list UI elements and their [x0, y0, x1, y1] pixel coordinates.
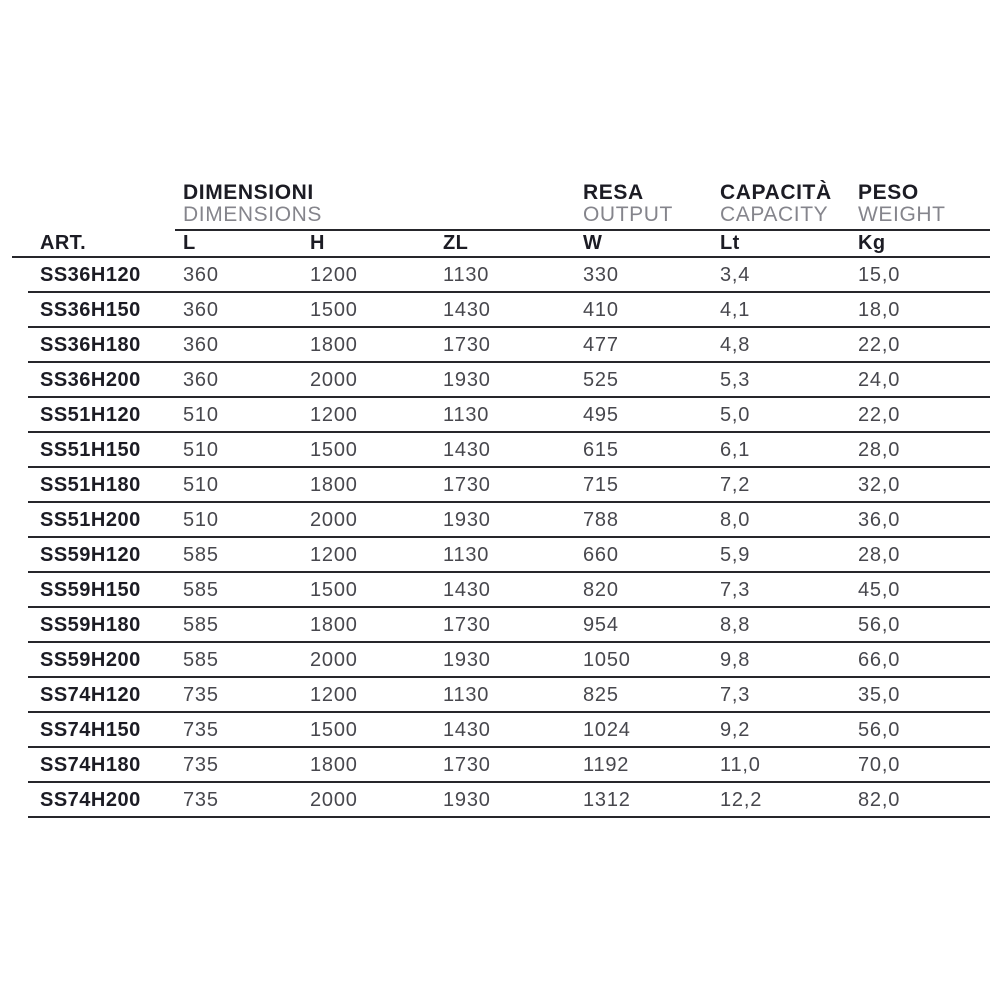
table-row: [12, 433, 990, 468]
value-cell: 510: [183, 474, 219, 496]
value-cell: 1800: [310, 754, 358, 776]
art-cell: SS74H200: [40, 789, 141, 811]
value-cell: 477: [583, 334, 619, 356]
art-cell: SS74H150: [40, 719, 141, 741]
art-cell: SS36H120: [40, 264, 141, 286]
value-cell: 9,8: [720, 649, 751, 671]
table-row: [12, 783, 990, 818]
value-cell: 1800: [310, 614, 358, 636]
value-cell: 1500: [310, 579, 358, 601]
art-cell: SS74H120: [40, 684, 141, 706]
group-header-dimensions: [183, 182, 583, 225]
value-cell: 585: [183, 614, 219, 636]
art-cell: SS74H180: [40, 754, 141, 776]
art-cell: SS59H120: [40, 544, 141, 566]
table-row: [12, 713, 990, 748]
value-cell: 8,8: [720, 614, 751, 636]
value-cell: 56,0: [858, 614, 901, 636]
value-cell: 510: [183, 439, 219, 461]
table-row: [12, 678, 990, 713]
group-header-output-primary: RESA: [583, 181, 644, 205]
value-cell: 1430: [443, 719, 491, 741]
value-cell: 3,4: [720, 264, 751, 286]
value-cell: 7,3: [720, 684, 751, 706]
value-cell: 1312: [583, 789, 631, 811]
value-cell: 735: [183, 684, 219, 706]
value-cell: 510: [183, 509, 219, 531]
value-cell: 7,3: [720, 579, 751, 601]
column-header-art: ART.: [40, 232, 87, 254]
value-cell: 585: [183, 579, 219, 601]
value-cell: 1200: [310, 404, 358, 426]
group-header-dimensions-primary: DIMENSIONI: [183, 181, 314, 205]
art-cell: SS51H200: [40, 509, 141, 531]
value-cell: 5,3: [720, 369, 751, 391]
group-header-weight-secondary: WEIGHT: [858, 202, 946, 226]
value-cell: 1730: [443, 334, 491, 356]
art-cell: SS51H150: [40, 439, 141, 461]
table-column-header-row: [12, 231, 990, 258]
value-cell: 585: [183, 649, 219, 671]
table-group-header-row: [12, 177, 990, 229]
column-header-zl: ZL: [443, 232, 469, 254]
table-row: [12, 538, 990, 573]
value-cell: 1050: [583, 649, 631, 671]
value-cell: 585: [183, 544, 219, 566]
group-header-weight: [858, 182, 990, 225]
value-cell: 715: [583, 474, 619, 496]
table-row: [12, 643, 990, 678]
art-cell: SS36H200: [40, 369, 141, 391]
value-cell: 360: [183, 264, 219, 286]
value-cell: 1192: [583, 754, 630, 776]
value-cell: 22,0: [858, 404, 901, 426]
column-header-lt: Lt: [720, 232, 740, 254]
value-cell: 2000: [310, 369, 358, 391]
group-header-dimensions-secondary: DIMENSIONS: [183, 202, 323, 226]
value-cell: 18,0: [858, 299, 901, 321]
group-header-output: [583, 182, 720, 225]
art-cell: SS36H180: [40, 334, 141, 356]
value-cell: 510: [183, 404, 219, 426]
value-cell: 70,0: [858, 754, 901, 776]
value-cell: 954: [583, 614, 619, 636]
value-cell: 495: [583, 404, 619, 426]
group-header-capacity: [720, 182, 858, 225]
value-cell: 1130: [443, 544, 490, 566]
value-cell: 735: [183, 719, 219, 741]
value-cell: 11,0: [720, 754, 761, 776]
table-row: [12, 573, 990, 608]
value-cell: 2000: [310, 789, 358, 811]
column-header-l: L: [183, 232, 196, 254]
value-cell: 24,0: [858, 369, 901, 391]
group-header-capacity-secondary: CAPACITY: [720, 202, 829, 226]
table-row: [12, 258, 990, 293]
value-cell: 360: [183, 369, 219, 391]
value-cell: 735: [183, 789, 219, 811]
value-cell: 1930: [443, 509, 491, 531]
value-cell: 1730: [443, 754, 491, 776]
value-cell: 1800: [310, 334, 358, 356]
value-cell: 1024: [583, 719, 631, 741]
group-header-weight-primary: PESO: [858, 181, 919, 205]
table-row: [12, 398, 990, 433]
value-cell: 525: [583, 369, 619, 391]
art-cell: SS51H180: [40, 474, 141, 496]
art-cell: SS59H180: [40, 614, 141, 636]
table-row: [12, 363, 990, 398]
value-cell: 788: [583, 509, 619, 531]
value-cell: 28,0: [858, 544, 901, 566]
value-cell: 1200: [310, 544, 358, 566]
group-header-output-secondary: OUTPUT: [583, 202, 673, 226]
value-cell: 1930: [443, 789, 491, 811]
art-cell: SS36H150: [40, 299, 141, 321]
value-cell: 410: [583, 299, 619, 321]
value-cell: 1430: [443, 579, 491, 601]
value-cell: 1200: [310, 264, 358, 286]
value-cell: 66,0: [858, 649, 901, 671]
value-cell: 4,1: [720, 299, 751, 321]
value-cell: 1730: [443, 614, 491, 636]
value-cell: 615: [583, 439, 619, 461]
value-cell: 1200: [310, 684, 358, 706]
table-row: [12, 328, 990, 363]
value-cell: 1500: [310, 439, 358, 461]
value-cell: 7,2: [720, 474, 751, 496]
value-cell: 45,0: [858, 579, 901, 601]
value-cell: 6,1: [720, 439, 751, 461]
value-cell: 5,0: [720, 404, 751, 426]
value-cell: 22,0: [858, 334, 901, 356]
value-cell: 1930: [443, 369, 491, 391]
value-cell: 1930: [443, 649, 491, 671]
table-row: [12, 293, 990, 328]
table-body: [12, 258, 990, 818]
value-cell: 360: [183, 299, 219, 321]
value-cell: 8,0: [720, 509, 751, 531]
value-cell: 330: [583, 264, 619, 286]
value-cell: 1130: [443, 684, 490, 706]
art-cell: SS59H150: [40, 579, 141, 601]
value-cell: 820: [583, 579, 619, 601]
table-row: [12, 608, 990, 643]
column-header-w: W: [583, 232, 603, 254]
table-row: [12, 468, 990, 503]
spec-table: [12, 177, 990, 818]
column-header-kg: Kg: [858, 232, 886, 254]
table-row: [12, 748, 990, 783]
value-cell: 35,0: [858, 684, 901, 706]
value-cell: 660: [583, 544, 619, 566]
value-cell: 15,0: [858, 264, 901, 286]
table-row: [12, 503, 990, 538]
value-cell: 82,0: [858, 789, 901, 811]
value-cell: 1500: [310, 299, 358, 321]
value-cell: 1730: [443, 474, 491, 496]
value-cell: 360: [183, 334, 219, 356]
value-cell: 1430: [443, 299, 491, 321]
value-cell: 1130: [443, 404, 490, 426]
value-cell: 825: [583, 684, 619, 706]
value-cell: 2000: [310, 509, 358, 531]
value-cell: 1130: [443, 264, 490, 286]
value-cell: 12,2: [720, 789, 763, 811]
value-cell: 32,0: [858, 474, 901, 496]
value-cell: 36,0: [858, 509, 901, 531]
value-cell: 4,8: [720, 334, 751, 356]
column-header-h: H: [310, 232, 325, 254]
value-cell: 56,0: [858, 719, 901, 741]
value-cell: 1800: [310, 474, 358, 496]
value-cell: 1500: [310, 719, 358, 741]
value-cell: 735: [183, 754, 219, 776]
value-cell: 2000: [310, 649, 358, 671]
art-cell: SS59H200: [40, 649, 141, 671]
value-cell: 9,2: [720, 719, 751, 741]
art-cell: SS51H120: [40, 404, 141, 426]
group-header-capacity-primary: CAPACITÀ: [720, 181, 832, 205]
value-cell: 5,9: [720, 544, 751, 566]
value-cell: 28,0: [858, 439, 901, 461]
value-cell: 1430: [443, 439, 491, 461]
